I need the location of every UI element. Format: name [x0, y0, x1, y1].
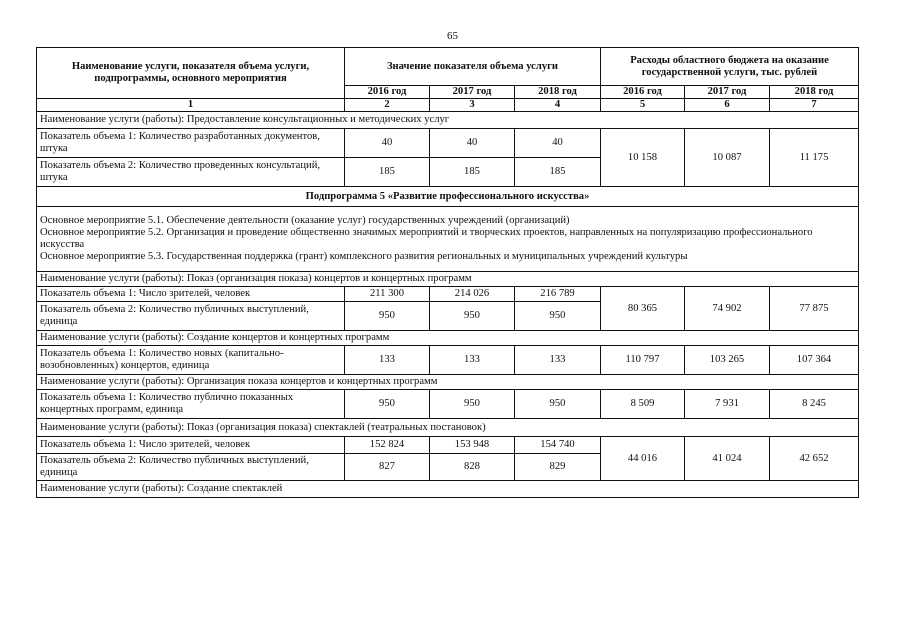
service-name-row: Наименование услуги (работы): Создание концертов и концертных программ [37, 331, 859, 346]
main-activity-line: Основное мероприятие 5.2. Организация и проведение общественно значимых мероприятий и творческих проектов, направленных на популяризацию профессионального искусства [40, 227, 813, 250]
indicator-value: 216 789 [515, 287, 601, 302]
table-row [37, 390, 859, 419]
main-activity-line: Основное мероприятие 5.3. Государственная поддержка (грант) комплексного развития региональных и муниципальных учреждений культуры [40, 251, 688, 262]
table-row [37, 187, 859, 207]
budget-value: 8 509 [601, 390, 685, 419]
budget-value: 42 652 [770, 437, 859, 481]
service-name-row: Наименование услуги (работы): Показ (организация показа) концертов и концертных программ [37, 272, 859, 287]
main-activities [37, 207, 859, 272]
budget-value: 103 265 [685, 346, 770, 375]
table-row [37, 272, 859, 287]
budget-value: 8 245 [770, 390, 859, 419]
indicator-value: 829 [515, 454, 601, 481]
indicator-value: 152 824 [345, 437, 430, 454]
page-number: 65 [447, 30, 458, 42]
header-year: 2017 год [685, 86, 770, 99]
column-number: 4 [515, 99, 601, 112]
service-name-row: Наименование услуги (работы): Создание спектаклей [37, 481, 859, 498]
indicator-name: Показатель объема 2: Количество публичных выступлений, единица [37, 302, 345, 331]
indicator-value: 214 026 [430, 287, 515, 302]
table-row [37, 112, 859, 129]
budget-value: 11 175 [770, 129, 859, 187]
indicator-value: 950 [430, 390, 515, 419]
indicator-value: 40 [515, 129, 601, 158]
indicator-value: 828 [430, 454, 515, 481]
indicator-value: 185 [430, 158, 515, 187]
indicator-value: 950 [515, 390, 601, 419]
budget-value: 10 087 [685, 129, 770, 187]
main-activity-line: Основное мероприятие 5.1. Обеспечение деятельности (оказание услуг) государственных учреждений (организаций) [40, 215, 570, 226]
subprogram-title: Подпрограмма 5 «Развитие профессионального искусства» [37, 187, 859, 207]
table-row [37, 375, 859, 390]
table-body [37, 112, 859, 498]
budget-value: 44 016 [601, 437, 685, 481]
indicator-name: Показатель объема 2: Количество публичных выступлений, единица [37, 454, 345, 481]
indicator-value: 40 [345, 129, 430, 158]
indicator-name: Показатель объема 1: Число зрителей, человек [37, 287, 345, 302]
table-row [37, 287, 859, 302]
header-year: 2018 год [515, 86, 601, 99]
indicator-value: 154 740 [515, 437, 601, 454]
indicator-value: 133 [430, 346, 515, 375]
indicator-value: 133 [515, 346, 601, 375]
service-name-row: Наименование услуги (работы): Показ (организация показа) спектаклей (театральных постановок) [37, 419, 859, 437]
table-row [37, 437, 859, 454]
table-row [37, 207, 859, 272]
indicator-value: 950 [430, 302, 515, 331]
header-name-column: Наименование услуги, показателя объема услуги, подпрограммы, основного мероприятия [37, 48, 345, 99]
service-name-row: Наименование услуги (работы): Предоставление консультационных и методических услуг [37, 112, 859, 129]
budget-value: 77 875 [770, 287, 859, 331]
budget-value: 7 931 [685, 390, 770, 419]
indicator-value: 185 [515, 158, 601, 187]
budget-value: 41 024 [685, 437, 770, 481]
header-year: 2018 год [770, 86, 859, 99]
table-row [37, 346, 859, 375]
header-budget-group: Расходы областного бюджета на оказание государственной услуги, тыс. рублей [601, 48, 859, 86]
indicator-value: 211 300 [345, 287, 430, 302]
budget-value: 80 365 [601, 287, 685, 331]
table-row [37, 419, 859, 437]
indicator-value: 133 [345, 346, 430, 375]
indicator-value: 827 [345, 454, 430, 481]
budget-value: 107 364 [770, 346, 859, 375]
indicator-value: 950 [345, 302, 430, 331]
indicator-value: 950 [515, 302, 601, 331]
header-year: 2016 год [601, 86, 685, 99]
table-row [37, 331, 859, 346]
column-number: 5 [601, 99, 685, 112]
header-value-group: Значение показателя объема услуги [345, 48, 601, 86]
column-number: 7 [770, 99, 859, 112]
column-number: 3 [430, 99, 515, 112]
indicator-value: 950 [345, 390, 430, 419]
budget-value: 110 797 [601, 346, 685, 375]
indicator-name: Показатель объема 2: Количество проведенных консультаций, штука [37, 158, 345, 187]
header-year: 2016 год [345, 86, 430, 99]
indicator-name: Показатель объема 1: Количество публично показанных концертных программ, единица [37, 390, 345, 419]
column-number: 1 [37, 99, 345, 112]
indicator-name: Показатель объема 1: Количество разработанных документов, штука [37, 129, 345, 158]
indicator-name: Показатель объема 1: Число зрителей, человек [37, 437, 345, 454]
column-number: 6 [685, 99, 770, 112]
table-row [37, 129, 859, 158]
indicator-value: 153 948 [430, 437, 515, 454]
indicator-name: Показатель объема 1: Количество новых (капитально-возобновленных) концертов, единица [37, 346, 345, 375]
table-row [37, 481, 859, 498]
indicator-value: 185 [345, 158, 430, 187]
budget-value: 74 902 [685, 287, 770, 331]
indicator-value: 40 [430, 129, 515, 158]
budget-value: 10 158 [601, 129, 685, 187]
header-year: 2017 год [430, 86, 515, 99]
service-name-row: Наименование услуги (работы): Организация показа концертов и концертных программ [37, 375, 859, 390]
service-volume-table [36, 47, 859, 498]
column-number: 2 [345, 99, 430, 112]
